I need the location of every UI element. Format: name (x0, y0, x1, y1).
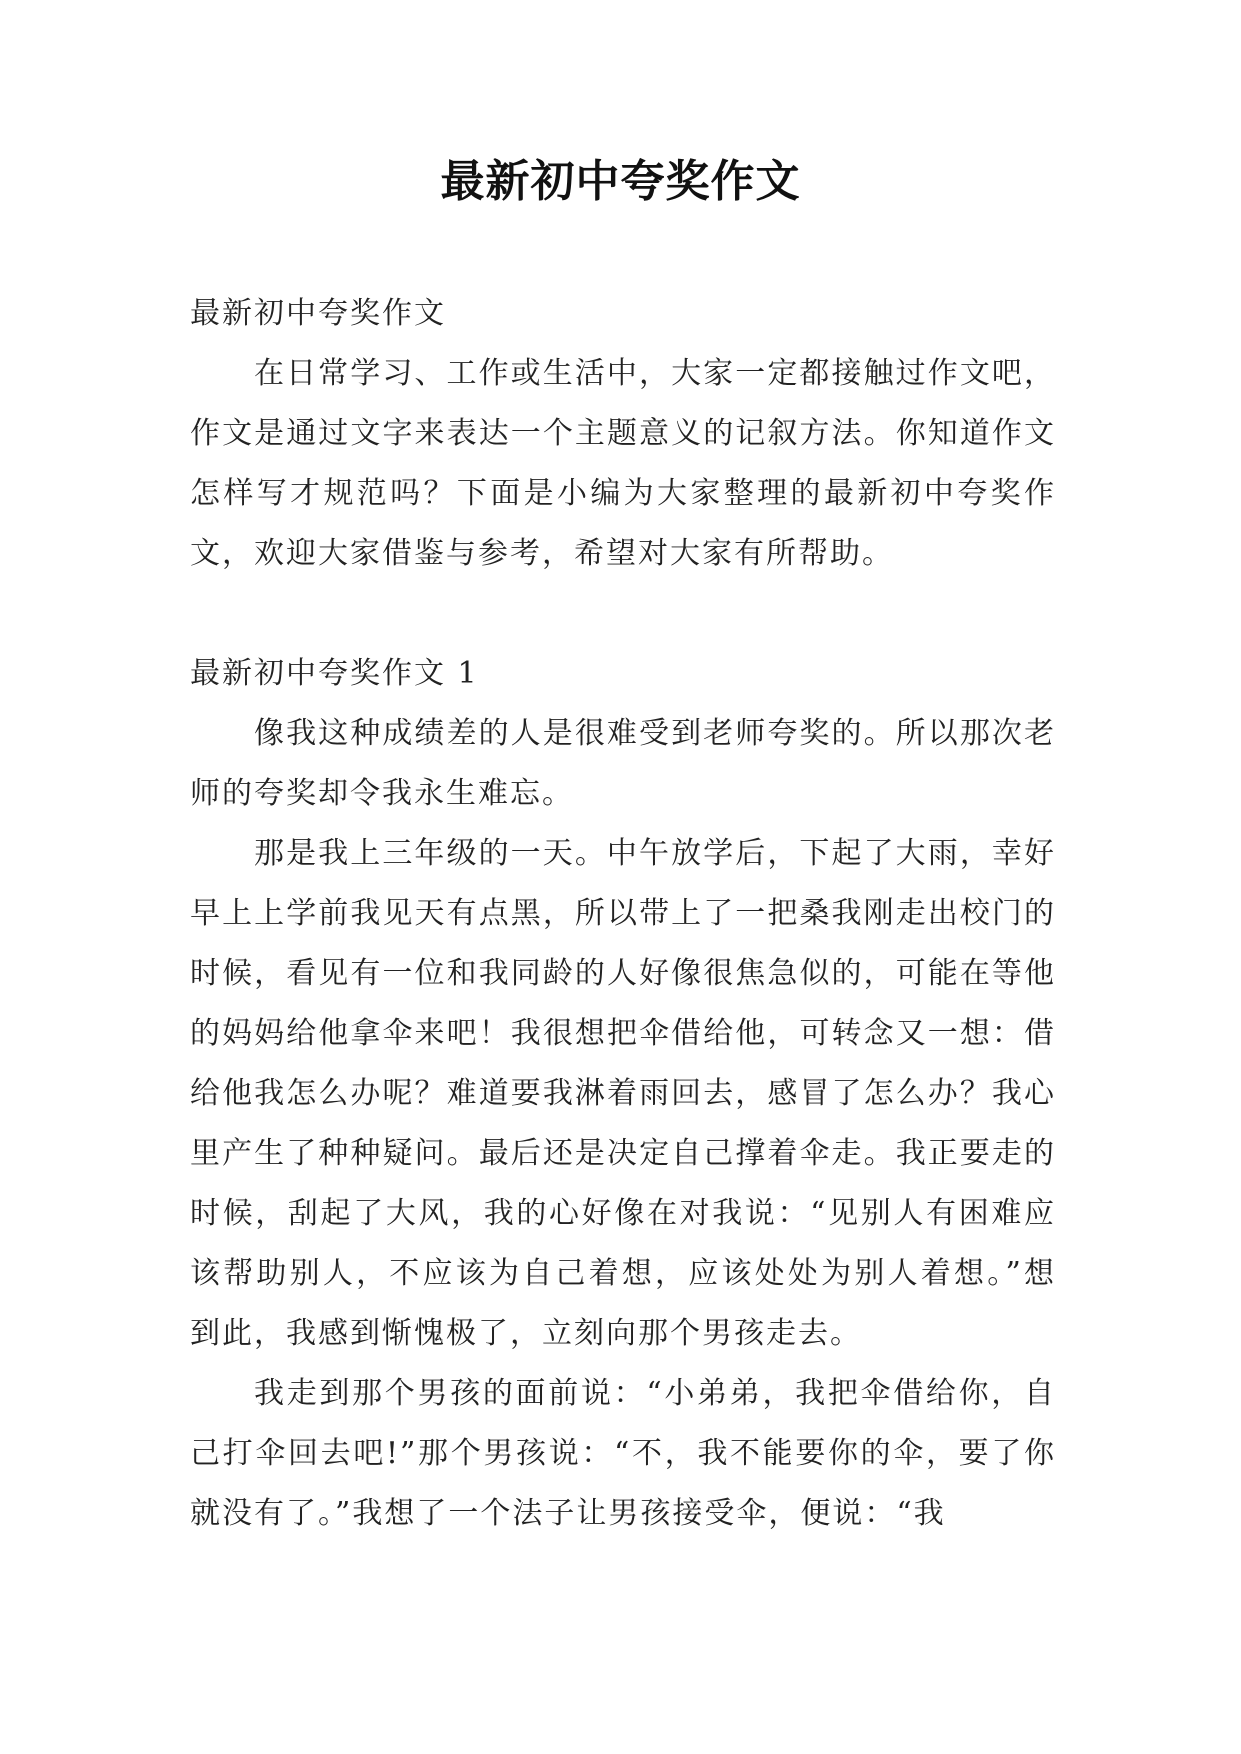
paragraph: 我走到那个男孩的面前说：“小弟弟，我把伞借给你，自己打伞回去吧!”那个男孩说：“不，我不能要你的伞，要了你就没有了。”我想了一个法子让男孩接受伞，便说：“我 (190, 1376, 1056, 1531)
paragraph: 那是我上三年级的一天。中午放学后，下起了大雨，幸好早上上学前我见天有点黑，所以带上了一把桑我刚走出校门的时候，看见有一位和我同龄的人好像很焦急似的，可能在等他的妈妈给他拿伞来吧！我很想把伞借给他，可转念又一想：借给他我怎么办呢？难道要我淋着雨回去，感冒了怎么办？我心里产生了种种疑问。最后还是决定自己撑着伞走。我正要走的时候，刮起了大风，我的心好像在对我说：“见别人有困难应该帮助别人，不应该为自己着想，应该处处为别人着想。”想到此，我感到惭愧极了，立刻向那个男孩走去。 (190, 836, 1056, 1351)
paragraph-spacer (190, 584, 1056, 644)
section-heading: 最新初中夸奖作文 (190, 296, 446, 331)
section-heading: 最新初中夸奖作文 1 (190, 656, 479, 691)
document-body (190, 284, 1056, 1544)
page-title: 最新初中夸奖作文 (440, 156, 801, 207)
paragraph: 像我这种成绩差的人是很难受到老师夸奖的。所以那次老师的夸奖却令我永生难忘。 (190, 716, 1056, 811)
paragraph: 在日常学习、工作或生活中，大家一定都接触过作文吧，作文是通过文字来表达一个主题意义的记叙方法。你知道作文怎样写才规范吗？下面是小编为大家整理的最新初中夸奖作文，欢迎大家借鉴与参考，希望对大家有所帮助。 (190, 356, 1056, 571)
